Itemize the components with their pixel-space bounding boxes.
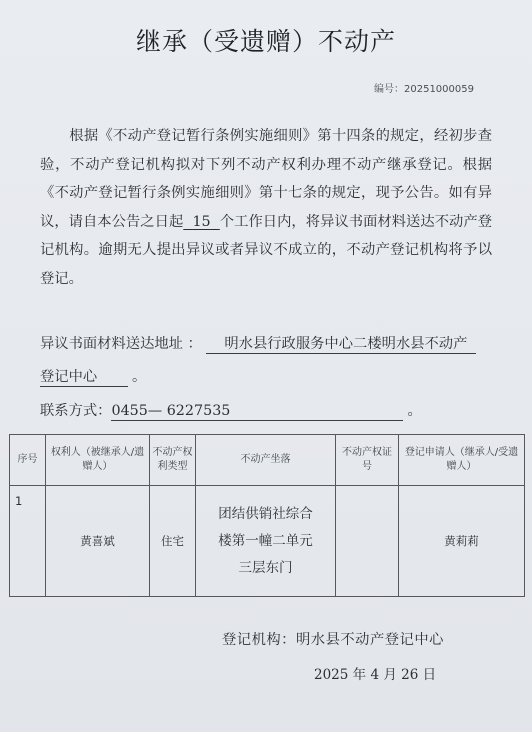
objection-address-line-2 [40, 366, 146, 387]
objection-address-label: 异议书面材料送达地址 ： [40, 336, 202, 352]
registration-authority: 登记机构：明水县不动产登记中心 [222, 632, 444, 648]
objection-address-value-2: 登记中心 [40, 368, 128, 387]
property-table [9, 434, 525, 597]
cell-type: 住宅 [150, 486, 196, 597]
contact-line [40, 400, 422, 421]
header-holder: 权利人（被继承人/遗赠人） [46, 435, 150, 486]
document-number: 编号：20251000059 [374, 84, 474, 95]
cell-holder: 黄喜斌 [46, 486, 150, 597]
objection-address-end: 。 [132, 369, 147, 385]
location-line-2: 楼第一幢二单元 [218, 532, 313, 549]
objection-address-line [40, 333, 476, 354]
cell-index: 1 [10, 486, 46, 597]
header-type: 不动产权利类型 [150, 435, 196, 486]
objection-address-value-1: 明水县行政服务中心二楼明水县不动产 [206, 335, 476, 354]
notice-body [40, 122, 492, 293]
cell-applicant: 黄莉莉 [399, 486, 525, 597]
header-applicant: 登记申请人（继承人/受遗赠人） [399, 435, 525, 486]
table-header-row [10, 435, 525, 486]
cell-cert [336, 486, 399, 597]
location-line-3: 三层东门 [238, 559, 293, 576]
contact-end: 。 [407, 403, 422, 419]
table-row [10, 486, 525, 597]
notice-date: 2025 年 4 月 26 日 [314, 667, 437, 683]
objection-days: 15 [192, 213, 211, 230]
location-line-1: 团结供销社综合 [218, 505, 313, 522]
header-cert: 不动产权证号 [336, 435, 399, 486]
body-text-part2: 个工作日内，将异议书面材料送达不动产登记机构。逾期无人提出异议或者异议不成立的，不动产登记机构将予以登记。 [40, 213, 492, 287]
contact-value: 0455— 6227535 [111, 402, 403, 421]
page-title: 继承（受遗赠）不动产 [135, 27, 396, 56]
cell-location [196, 486, 336, 597]
body-text-part1: 根据《不动产登记暂行条例实施细则》第十四条的规定，经初步查验，不动产登记机构拟对下列不动产权利办理不动产继承登记。根据《不动产登记暂行条例实施细则》第十七条的规定，现予公告。如有异议，请自本公告之日起 [40, 128, 492, 230]
contact-label: 联系方式： [40, 403, 112, 419]
header-index: 序号 [10, 435, 46, 486]
header-location: 不动产坐落 [196, 435, 336, 486]
